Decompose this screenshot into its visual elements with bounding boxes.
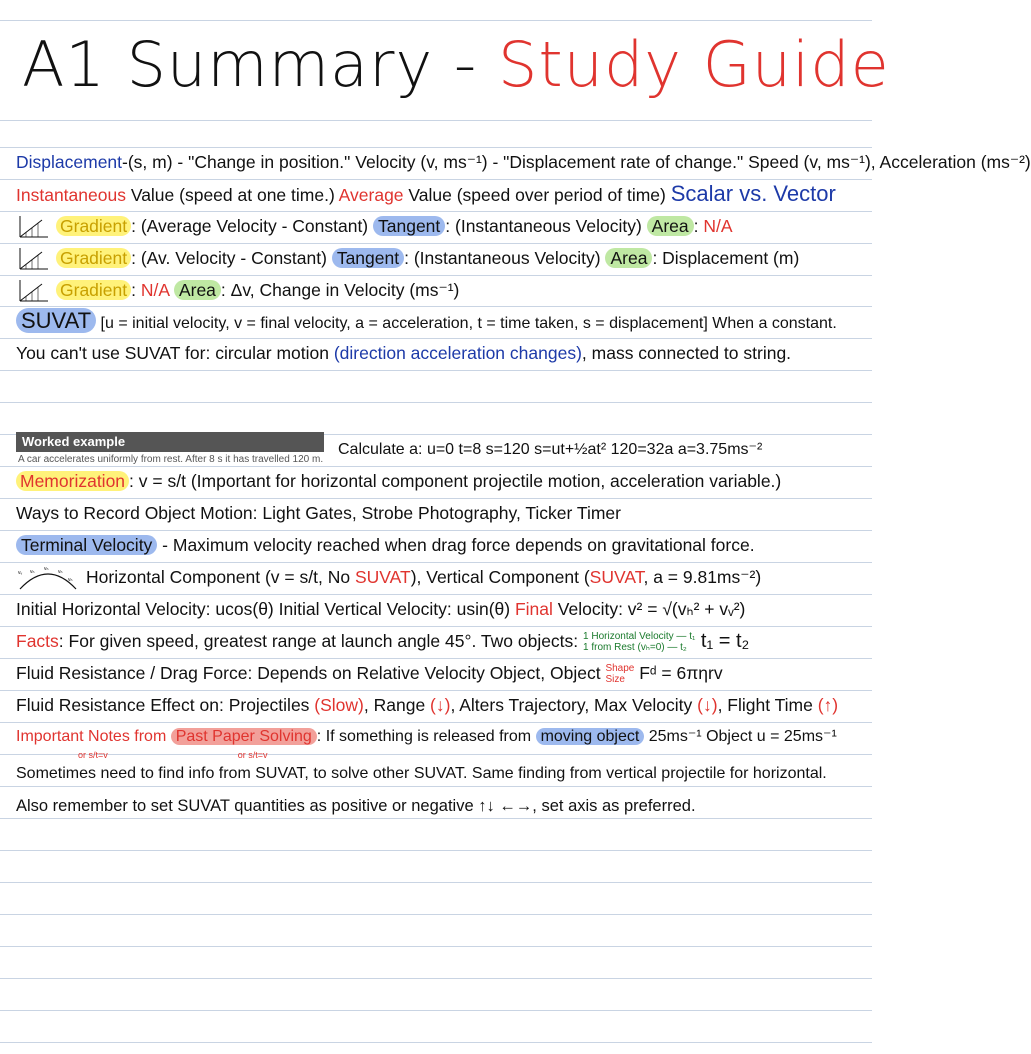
area-desc: : Displacement (m) — [652, 248, 800, 268]
terminal-velocity-label: Terminal Velocity — [16, 535, 157, 555]
facts-line — [16, 627, 866, 655]
worked-example-calc: Calculate a: u=0 t=8 s=120 s=ut+½at² 120=32a a=3.75ms⁻² — [338, 441, 763, 458]
st-graph-icon — [16, 214, 50, 240]
projectile-line — [16, 563, 866, 591]
suvat-chain-line: Sometimes need to find info from SUVAT, to solve other SUVAT. Same finding from vertical projectile for horizontal. — [16, 765, 827, 782]
area-label: Area — [174, 280, 221, 300]
final-label: Final — [514, 599, 553, 619]
size-note: Size — [605, 674, 625, 686]
tangent-label: Tangent — [373, 216, 445, 236]
at-graph-icon — [16, 278, 50, 304]
past-paper-text: : If something is released from — [316, 728, 536, 745]
memorization-formula: : v = s/t — [129, 471, 191, 491]
sign-convention-line: Also remember to set SUVAT quantities as positive or negative ↑↓ ←→, set axis as preferred. — [16, 797, 696, 815]
area-desc: : Δv, Change in Velocity (ms⁻¹) — [220, 280, 460, 300]
instantaneous-desc: Value (speed at one time.) — [125, 185, 339, 205]
worked-example-heading: Worked example — [16, 432, 324, 452]
shape-size-note — [605, 663, 634, 685]
suvat-limits-line — [16, 339, 866, 367]
arc-label: vₕ — [44, 566, 49, 573]
past-paper-label: Past Paper Solving — [171, 728, 317, 745]
shape-note: Shape — [605, 663, 635, 675]
terminal-velocity-line — [16, 531, 866, 559]
flight-time-text: , Flight Time — [717, 695, 818, 715]
worked-example-question: A car accelerates uniformly from rest. After 8 s it has travelled 120 m. — [18, 454, 324, 465]
two-objects-rest: 1 from Rest (vₕ=0) — t₂ — [583, 642, 687, 654]
record-motion-line: Ways to Record Object Motion: Light Gates, Strobe Photography, Ticker Timer — [16, 503, 621, 523]
gradient-label: Gradient — [56, 216, 131, 236]
tangent-desc: : (Instantaneous Velocity) — [445, 216, 647, 236]
area-label: Area — [647, 216, 694, 236]
two-objects-note — [583, 631, 695, 653]
tangent-label: Tangent — [332, 248, 404, 268]
suvat-limits-text: You can't use SUVAT for: circular motion — [16, 343, 334, 363]
suvat-limits-note: (direction acceleration changes) — [333, 343, 582, 363]
definitions-line — [16, 148, 1031, 176]
vertical-component: ), Vertical Component ( — [410, 567, 590, 587]
suvat-line — [16, 307, 866, 338]
fluid-effect-text: Fluid Resistance Effect on: Projectiles — [16, 695, 315, 715]
suvat-label: SUVAT — [16, 308, 96, 333]
gradient-desc: : (Average Velocity - Constant) — [131, 216, 373, 236]
area-na: N/A — [703, 216, 733, 236]
drag-force-text: Fluid Resistance / Drag Force: Depends on Relative Velocity Object, Object — [16, 663, 606, 683]
initial-velocity-text: Initial Horizontal Velocity: ucos(θ) Initial Vertical Velocity: usin(θ) — [16, 599, 515, 619]
tangent-desc: : (Instantaneous Velocity) — [404, 248, 606, 268]
suvat-definition: [u = initial velocity, v = final velocity, a = acceleration, t = time taken, s = displacement] When a constant. — [96, 315, 837, 332]
moving-object-label: moving object — [536, 728, 645, 745]
or-note-1: or s/t=v — [78, 750, 108, 760]
displacement-term: Displacement — [16, 152, 123, 172]
gradient-desc: : (Av. Velocity - Constant) — [131, 248, 332, 268]
facts-text: : For given speed, greatest range at launch angle 45°. Two objects: — [58, 631, 584, 651]
gradient-label: Gradient — [56, 280, 131, 300]
drag-force-line — [16, 659, 866, 687]
arc-label: vₕ — [68, 577, 73, 584]
projectile-arc-icon — [16, 565, 80, 591]
title-part-red: Study Guide — [497, 28, 890, 101]
area-sep: : — [693, 216, 704, 236]
horizontal-component: Horizontal Component (v = s/t, No — [86, 567, 355, 587]
value-types-line — [16, 180, 866, 209]
range-text: , Range — [363, 695, 431, 715]
st-graph-line — [16, 212, 866, 240]
suvat-red: SUVAT — [354, 567, 411, 587]
vt-graph-line — [16, 244, 866, 272]
suvat-red: SUVAT — [589, 567, 644, 587]
max-velocity-down: (↓) — [697, 695, 718, 715]
title-part-black: A1 Summary - — [22, 28, 498, 101]
two-objects-horizontal: 1 Horizontal Velocity — t₁ — [583, 631, 696, 643]
vt-graph-icon — [16, 246, 50, 272]
gradient-label: Gradient — [56, 248, 131, 268]
object-speed: 25ms⁻¹ Object u = 25ms⁻¹ — [644, 728, 837, 745]
memorization-note: (Important for horizontal component projectile motion, acceleration variable.) — [190, 471, 782, 491]
arc-label: vₕ — [58, 569, 63, 576]
slow-note: (Slow) — [314, 695, 364, 715]
page-title — [22, 28, 890, 108]
at-graph-line — [16, 276, 866, 304]
suvat-limits-end: , mass connected to string. — [581, 343, 792, 363]
final-velocity-formula: Velocity: v² = √(vₕ² + vᵥ²) — [552, 599, 746, 619]
fluid-effect-line — [16, 691, 866, 719]
arc-label: vᵥ — [18, 570, 23, 577]
gradient-na: N/A — [140, 280, 170, 300]
past-paper-line — [16, 723, 866, 751]
average-term: Average — [338, 185, 404, 205]
initial-velocity-line — [16, 595, 866, 623]
terminal-velocity-desc: - Maximum velocity reached when drag force depends on gravitational force. — [157, 535, 755, 555]
important-notes-label: Important Notes from — [16, 728, 171, 745]
instantaneous-term: Instantaneous — [16, 185, 126, 205]
vertical-component-end: , a = 9.81ms⁻²) — [643, 567, 762, 587]
worked-example-box — [16, 432, 324, 465]
arc-label: vₕ — [30, 569, 35, 576]
definitions-text: -(s, m) - "Change in position." Velocity (v, ms⁻¹) - "Displacement rate of change." Speed (v, ms⁻¹), Acceleration (ms⁻²) — [122, 152, 1031, 172]
scalar-vs-vector: Scalar vs. Vector — [670, 181, 836, 206]
range-down: (↓) — [430, 695, 451, 715]
stokes-formula: Fᵈ = 6πηrv — [634, 663, 723, 683]
times-equal: t₁ = t₂ — [695, 630, 750, 652]
trajectory-text: , Alters Trajectory, Max Velocity — [450, 695, 698, 715]
or-note-2: or s/t=v — [237, 750, 268, 760]
gradient-sep: : — [131, 280, 141, 300]
average-desc: Value (speed over period of time) — [403, 185, 671, 205]
memorization-line — [16, 467, 866, 495]
facts-label: Facts — [16, 631, 59, 651]
flight-time-up: (↑) — [817, 695, 839, 715]
memorization-label: Memorization — [16, 471, 129, 491]
area-label: Area — [605, 248, 652, 268]
